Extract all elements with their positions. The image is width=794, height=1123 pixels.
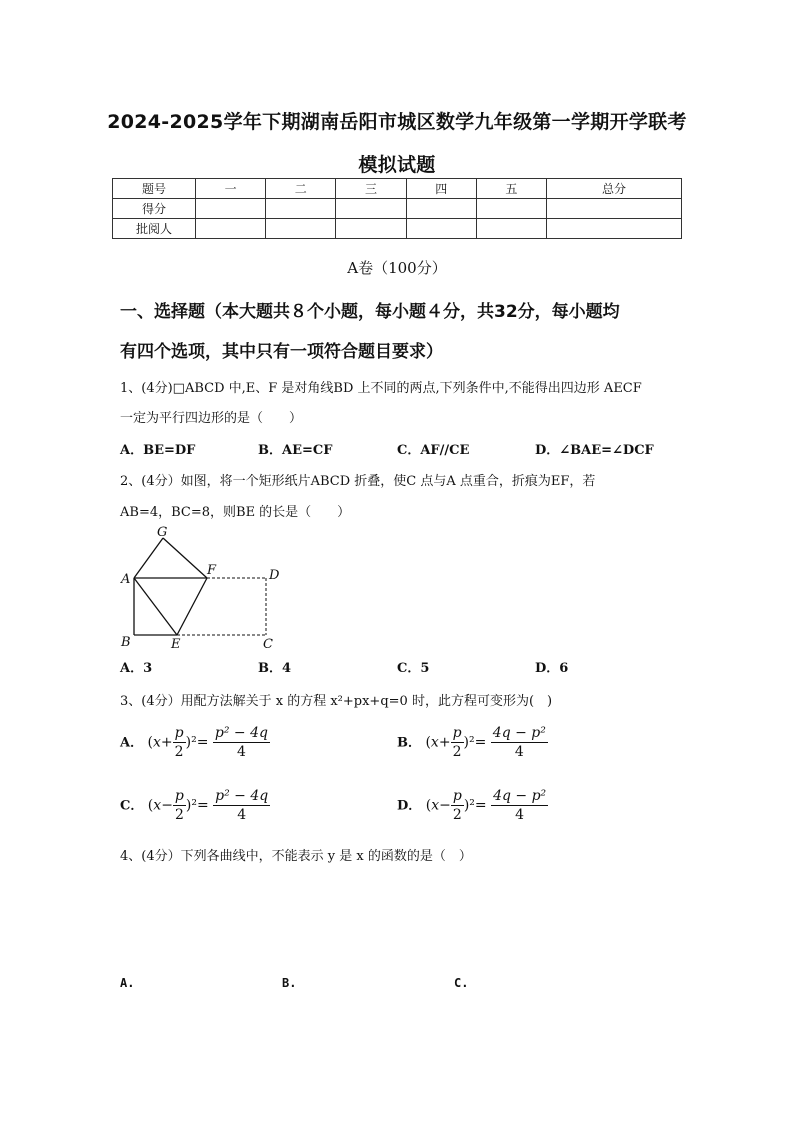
q2-text-line2: AB=4，BC=8，则BE 的长是（ ） xyxy=(120,505,351,520)
point-label-a: A xyxy=(121,572,131,587)
q4-text-line1: 4、(4分）下列各曲线中，不能表示 y 是 x 的函数的是（ ） xyxy=(120,849,472,864)
point-label-g: G xyxy=(157,525,168,540)
q4-option-b[interactable]: B. xyxy=(282,976,297,990)
table-header-cell: 二 xyxy=(266,179,336,199)
q2-option-b[interactable]: B．4 xyxy=(258,661,292,676)
table-header-cell: 一 xyxy=(196,179,266,199)
score-cell[interactable] xyxy=(547,199,682,219)
q3-option-a[interactable]: A． (x+ $\frac{p}{2}$ )²= $\frac{\text{p² − 4q}}{4}$ xyxy=(120,725,268,760)
q1-option-c[interactable]: C．AF//CE xyxy=(397,443,470,458)
segment-ag xyxy=(134,538,163,578)
option-label: B． xyxy=(397,735,421,751)
sign: + xyxy=(438,734,451,751)
rhs-denominator: 4 xyxy=(236,744,246,760)
exam-title-line2: 模拟试题 xyxy=(358,154,436,176)
rhs-denominator: 4 xyxy=(237,807,247,823)
q2-option-a[interactable]: A．3 xyxy=(120,661,153,676)
q3-text-line1: 3、(4分）用配方法解关于 x 的方程 x²+px+q=0 时，此方程可变形为( ) xyxy=(120,694,553,709)
segment-gf xyxy=(163,538,207,578)
exam-title-line1: 2024-2025学年下期湖南岳阳市城区数学九年级第一学期开学联考 xyxy=(107,111,687,133)
rhs-numerator: p² − 4q xyxy=(214,725,268,741)
rhs-numerator: p² − 4q xyxy=(215,788,269,804)
score-table-row xyxy=(113,219,682,239)
q3-option-b[interactable]: B． (x+ $\frac{p}{2}$ )²= $\frac{\text{4q − p²}}{4}$ xyxy=(397,725,546,760)
q2-option-c[interactable]: C．5 xyxy=(397,661,430,676)
table-header-cell: 三 xyxy=(336,179,406,199)
grader-cell[interactable] xyxy=(476,219,546,239)
q1-text-line2: 一定为平行四边形的是（ ） xyxy=(120,411,303,426)
q1-text-line1: 1、(4分)□ABCD 中,E、F 是对角线BD 上不同的两点,下列条件中,不能得出四边形 AECF xyxy=(120,381,642,396)
point-label-b: B xyxy=(121,635,131,650)
score-table-header-row xyxy=(113,179,682,199)
option-label: D． xyxy=(397,798,422,814)
point-label-f: F xyxy=(207,563,217,578)
segment-fe xyxy=(177,578,207,635)
grader-cell[interactable] xyxy=(266,219,336,239)
score-cell[interactable] xyxy=(336,199,406,219)
score-cell[interactable] xyxy=(196,199,266,219)
sign: − xyxy=(439,797,451,814)
option-label: C． xyxy=(120,798,144,814)
point-label-c: C xyxy=(263,637,273,652)
grader-cell[interactable] xyxy=(196,219,266,239)
rhs-denominator: 4 xyxy=(515,807,525,823)
row-label: 批阅人 xyxy=(113,219,196,239)
table-header-cell: 题号 xyxy=(113,179,196,199)
q3-option-c[interactable]: C． (x− $\frac{p}{2}$ )²= $\frac{\text{p² − 4q}}{4}$ xyxy=(120,788,269,823)
rhs-numerator: 4q − p² xyxy=(493,788,547,804)
section-a-heading: A卷（100分） xyxy=(347,259,447,277)
table-header-cell: 四 xyxy=(406,179,476,199)
grader-cell[interactable] xyxy=(336,219,406,239)
sign: − xyxy=(161,797,173,814)
q4-option-a[interactable]: A. xyxy=(120,976,135,990)
q2-folded-rectangle-figure xyxy=(115,522,290,652)
part1-heading-line2: 有四个选项，其中只有一项符合题目要求） xyxy=(120,342,443,362)
segment-ae xyxy=(134,578,177,635)
score-table xyxy=(112,178,682,239)
grader-cell[interactable] xyxy=(547,219,682,239)
score-cell[interactable] xyxy=(406,199,476,219)
row-label: 得分 xyxy=(113,199,196,219)
score-cell[interactable] xyxy=(266,199,336,219)
option-label: A． xyxy=(120,735,144,751)
score-cell[interactable] xyxy=(476,199,546,219)
table-header-cell: 总分 xyxy=(547,179,682,199)
q1-option-b[interactable]: B．AE=CF xyxy=(258,443,333,458)
q2-text-line1: 2、(4分）如图，将一个矩形纸片ABCD 折叠，使C 点与A 点重合，折痕为EF，若 xyxy=(120,474,596,489)
point-label-d: D xyxy=(269,568,280,583)
table-header-cell: 五 xyxy=(476,179,546,199)
grader-cell[interactable] xyxy=(406,219,476,239)
rhs-numerator: 4q − p² xyxy=(492,725,546,741)
q2-option-d[interactable]: D．6 xyxy=(535,661,569,676)
q4-option-c[interactable]: C. xyxy=(454,976,469,990)
part1-heading-line1: 一、选择题（本大题共８个小题，每小题４分，共32分，每小题均 xyxy=(120,302,620,322)
q1-option-d[interactable]: D．∠BAE=∠DCF xyxy=(535,443,654,458)
sign: + xyxy=(160,734,173,751)
q1-option-a[interactable]: A．BE=DF xyxy=(120,443,196,458)
score-table-row xyxy=(113,199,682,219)
point-label-e: E xyxy=(171,637,181,652)
q3-option-d[interactable]: D． (x− $\frac{p}{2}$ )²= $\frac{\text{4q − p²}}{4}$ xyxy=(397,788,547,823)
rhs-denominator: 4 xyxy=(514,744,524,760)
